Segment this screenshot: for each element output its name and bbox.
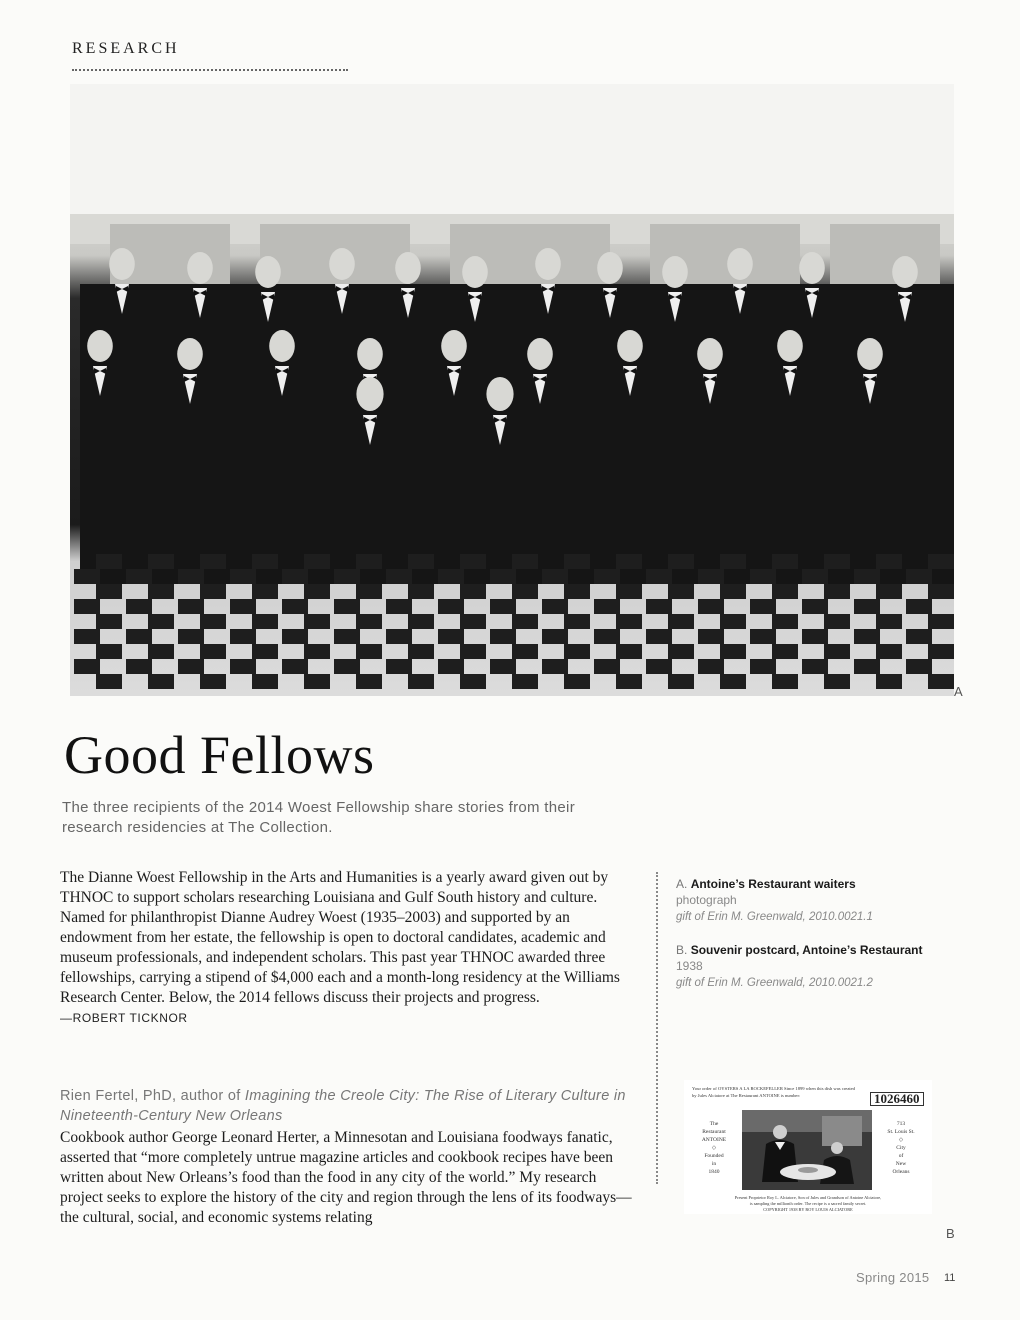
floor-tile (616, 554, 642, 569)
floor-tile (408, 614, 434, 629)
issue-label: Spring 2015 (856, 1270, 930, 1285)
floor-tile (646, 569, 672, 584)
floor-tile (646, 599, 672, 614)
floor-tile (438, 659, 464, 674)
floor-tile (490, 599, 516, 614)
floor-tile (408, 584, 434, 599)
floor-tile (594, 629, 620, 644)
floor-tile (74, 599, 100, 614)
floor-tile (200, 614, 226, 629)
postcard-top-line: by Jules Alciatore at The Restaurant ANTOINE is number: (692, 1093, 801, 1098)
floor-tile (906, 569, 932, 584)
section-label: RESEARCH (72, 40, 180, 57)
floor-tile (802, 569, 828, 584)
floor-tile (772, 614, 798, 629)
floor-tile (646, 659, 672, 674)
floor-tile (178, 629, 204, 644)
floor-tile (512, 674, 538, 689)
floor-tile (720, 584, 746, 599)
floor-tile (252, 614, 278, 629)
floor-tile (594, 569, 620, 584)
floor-tile (178, 569, 204, 584)
fellow-paragraph: Cookbook author George Leonard Herter, a Minnesotan and Louisiana foodways fanatic, asserted that “more completely untrue magazine articles and cookbook recipes have been written about New Orleans’s food than the food in any city of the world.” My research project seeks to explore the history of the city and region through the lens of its foodways—the cultural, social, and economic systems relating (60, 1129, 632, 1226)
caption-title: Souvenir postcard, Antoine’s Restaurant (690, 943, 923, 957)
floor-tile (126, 659, 152, 674)
floor-tile (750, 599, 776, 614)
postcard-text: 713 (896, 1121, 906, 1127)
floor-tile (148, 584, 174, 599)
article-title: Good Fellows (64, 725, 375, 785)
floor-tile (96, 554, 122, 569)
floor-tile (906, 659, 932, 674)
floor-tile (200, 644, 226, 659)
article-deck: The three recipients of the 2014 Woest Fellowship share stories from their research residencies at The Collection. (62, 799, 575, 836)
postcard-text: 1840 (708, 1169, 720, 1175)
floor-tile (252, 674, 278, 689)
floor-tile (750, 659, 776, 674)
floor-tile (616, 674, 642, 689)
floor-tile (230, 629, 256, 644)
floor-tile (824, 584, 850, 599)
floor-tile (490, 629, 516, 644)
caption-credit: gift of Erin M. Greenwald, 2010.0021.2 (676, 977, 873, 989)
fellow-subhead (60, 1086, 640, 1126)
floor-tile (438, 569, 464, 584)
floor-tile (408, 674, 434, 689)
floor-tile (720, 644, 746, 659)
floor-tile (460, 674, 486, 689)
caption-credit: gift of Erin M. Greenwald, 2010.0021.1 (676, 911, 873, 923)
floor-tile (252, 644, 278, 659)
figure-b-label: B (946, 1226, 955, 1241)
floor-tile (96, 614, 122, 629)
floor-tile (668, 674, 694, 689)
floor-tile (906, 629, 932, 644)
floor-tile (230, 599, 256, 614)
photograph-illustration (70, 84, 954, 696)
floor-tile (96, 674, 122, 689)
floor-tile (802, 629, 828, 644)
floor-tile (542, 599, 568, 614)
floor-tile (96, 584, 122, 599)
floor-tile (646, 629, 672, 644)
floor-tile (824, 614, 850, 629)
floor-tile (720, 554, 746, 569)
floor-tile (304, 584, 330, 599)
photo-face (357, 338, 383, 370)
floor-tile (386, 569, 412, 584)
floor-tile (698, 569, 724, 584)
floor-tile (356, 674, 382, 689)
fellow-name: Rien Fertel, PhD, author of (60, 1088, 245, 1104)
postcard-right-text (874, 1120, 928, 1176)
floor-tile (252, 554, 278, 569)
floor-tile (178, 659, 204, 674)
floor-tile (512, 554, 538, 569)
photo-face (441, 330, 467, 362)
floor-tile (698, 629, 724, 644)
floor-tile (854, 599, 880, 614)
floor-tile (802, 599, 828, 614)
floor-tile (720, 674, 746, 689)
floor-tile (750, 629, 776, 644)
floor-tile (928, 674, 954, 689)
postcard-text: New (895, 1161, 907, 1167)
floor-tile (542, 569, 568, 584)
photo-face (727, 248, 753, 280)
postcard-text: City (896, 1145, 906, 1151)
floor-tile (564, 614, 590, 629)
floor-tile (668, 614, 694, 629)
photo-face (617, 330, 643, 362)
floor-tile (252, 584, 278, 599)
photo-face (857, 338, 883, 370)
floor-tile (698, 599, 724, 614)
floor-tile (772, 674, 798, 689)
floor-tile (876, 674, 902, 689)
floor-tile (74, 629, 100, 644)
photo-face (462, 256, 488, 288)
group-photograph (70, 84, 954, 696)
photo-face (892, 256, 918, 288)
photo-face (535, 248, 561, 280)
photo-face (662, 256, 688, 288)
postcard-order-number: 1026460 (870, 1092, 924, 1106)
floor-tile (490, 659, 516, 674)
floor-tile (126, 629, 152, 644)
floor-tile (356, 554, 382, 569)
floor-tile (512, 584, 538, 599)
floor-tile (772, 584, 798, 599)
photo-face (777, 330, 803, 362)
floor-tile (854, 629, 880, 644)
floor-tile (512, 644, 538, 659)
postcard-text: COPYRIGHT 1938 BY ROY LOUIS ALCIATORE (763, 1207, 853, 1212)
floor-tile (178, 599, 204, 614)
floor-tile (386, 659, 412, 674)
photo-face (269, 330, 295, 362)
floor-tile (928, 584, 954, 599)
photo-face (329, 248, 355, 280)
floor-tile (616, 584, 642, 599)
floor-tile (928, 614, 954, 629)
floor-tile (594, 599, 620, 614)
postcard-illustration (742, 1110, 872, 1190)
floor-tile (356, 644, 382, 659)
floor-tile (928, 554, 954, 569)
floor-tile (386, 599, 412, 614)
floor-tile (616, 644, 642, 659)
floor-tile (564, 674, 590, 689)
floor-tile (906, 599, 932, 614)
floor-tile (542, 629, 568, 644)
intro-paragraph (60, 868, 632, 1028)
photo-face (87, 330, 113, 362)
floor-tile (356, 614, 382, 629)
caption-a (676, 876, 926, 925)
floor-tile (334, 629, 360, 644)
photo-face (187, 252, 213, 284)
floor-tile (334, 569, 360, 584)
postcard-text: is sampling the millionth order. The recipe is a sacred family secret. (749, 1201, 867, 1206)
floor-tile (304, 674, 330, 689)
floor-tile (200, 554, 226, 569)
postcard-text: Orleans (892, 1169, 910, 1175)
floor-tile (74, 569, 100, 584)
floor-tile (356, 584, 382, 599)
section-divider (72, 69, 348, 71)
floor-tile (564, 554, 590, 569)
photo-face (597, 252, 623, 284)
column-divider (656, 872, 658, 1184)
floor-tile (824, 674, 850, 689)
intro-text: The Dianne Woest Fellowship in the Arts and Humanities is a yearly award given out by THNOC to support scholars researching Louisiana and Gulf South history and culture. Named for philanthropist Dianne Audrey Woest (1935–2003) and supported by an endowment from her estate, the fellowship is open to doctoral candidates, academic and museum professionals, and independent scholars. This past year THNOC awarded three fellowships, carrying a stipend of $4,000 each and a month-long residency at the Williams Research Center. Below, the 2014 fellows discuss their projects and progress. (60, 869, 620, 1006)
floor-tile (282, 629, 308, 644)
photo-face (799, 252, 825, 284)
photo-face (486, 377, 513, 411)
floor-tile (668, 584, 694, 599)
floor-tile (824, 554, 850, 569)
floor-tile (126, 569, 152, 584)
floor-tile (876, 614, 902, 629)
floor-tile (668, 644, 694, 659)
floor-tile (304, 554, 330, 569)
floor-tile (148, 674, 174, 689)
floor-tile (408, 644, 434, 659)
postcard-text: ANTOINE (701, 1137, 727, 1143)
postcard-text: ◇ (898, 1137, 904, 1143)
floor-tile (542, 659, 568, 674)
floor-tile (282, 569, 308, 584)
postcard-text: Founded (704, 1153, 724, 1159)
floor-tile (460, 644, 486, 659)
floor-tile (668, 554, 694, 569)
floor-tile (386, 629, 412, 644)
floor-tile (148, 644, 174, 659)
postcard-top-line: Your order of OYSTERS A LA ROCKEFELLER Since 1899 when this dish was created (692, 1086, 855, 1091)
floor-tile (772, 644, 798, 659)
floor-tile (200, 584, 226, 599)
floor-tile (304, 614, 330, 629)
caption-medium: 1938 (676, 959, 703, 973)
floor-tile (854, 569, 880, 584)
floor-tile (200, 674, 226, 689)
floor-tile (460, 614, 486, 629)
photo-face (697, 338, 723, 370)
postcard-photograph (742, 1110, 872, 1190)
floor-tile (126, 599, 152, 614)
photo-face (395, 252, 421, 284)
floor-tile (720, 614, 746, 629)
caption-title: Antoine’s Restaurant waiters (690, 877, 856, 891)
floor-tile (408, 554, 434, 569)
floor-tile (230, 569, 256, 584)
floor-tile (772, 554, 798, 569)
floor-tile (876, 584, 902, 599)
floor-tile (334, 659, 360, 674)
floor-tile (334, 599, 360, 614)
floor-tile (824, 644, 850, 659)
floor-tile (594, 659, 620, 674)
floor-tile (750, 569, 776, 584)
floor-tile (282, 599, 308, 614)
caption-letter: A. (676, 877, 688, 891)
postcard-footer (692, 1195, 924, 1213)
photo-face (255, 256, 281, 288)
floor-tile (460, 554, 486, 569)
floor-tile (698, 659, 724, 674)
floor-tile (148, 554, 174, 569)
postcard-left-text (688, 1120, 740, 1176)
caption-medium: photograph (676, 893, 737, 907)
figure-a-label: A (954, 684, 963, 699)
floor-tile (304, 644, 330, 659)
photo-face (109, 248, 135, 280)
postcard-text: The (709, 1121, 719, 1127)
postcard-text: of (898, 1153, 904, 1159)
floor-tile (876, 644, 902, 659)
floor-tile (96, 644, 122, 659)
floor-tile (490, 569, 516, 584)
floor-tile (854, 659, 880, 674)
photo-face (177, 338, 203, 370)
souvenir-postcard (684, 1080, 932, 1214)
floor-tile (460, 584, 486, 599)
postcard-text: Restaurant (702, 1129, 726, 1135)
floor-tile (564, 644, 590, 659)
photo-face (356, 377, 383, 411)
floor-tile (438, 629, 464, 644)
floor-tile (74, 659, 100, 674)
postcard-text: St. Louis St. (887, 1129, 915, 1135)
floor-tile (928, 644, 954, 659)
postcard-text: Present Proprietor Roy L. Alciatore, Son of Jules and Grandson of Antoine Alciatore, (734, 1195, 882, 1200)
floor-tile (512, 614, 538, 629)
byline: —ROBERT TICKNOR (60, 1011, 188, 1025)
page-number: 11 (944, 1272, 956, 1284)
floor-tile (564, 584, 590, 599)
floor-tile (876, 554, 902, 569)
caption-letter: B. (676, 943, 688, 957)
postcard-text: ◇ (711, 1145, 717, 1151)
caption-b (676, 942, 926, 991)
floor-tile (438, 599, 464, 614)
floor-tile (802, 659, 828, 674)
floor-tile (230, 659, 256, 674)
photo-face (527, 338, 553, 370)
floor-tile (282, 659, 308, 674)
floor-tile (148, 614, 174, 629)
fellow-book-title: Imagining the Creole City: The Rise of Literary Culture in Nineteenth-Century New Orleans (60, 1088, 626, 1124)
floor-tile (616, 614, 642, 629)
postcard-text: in (711, 1161, 717, 1167)
